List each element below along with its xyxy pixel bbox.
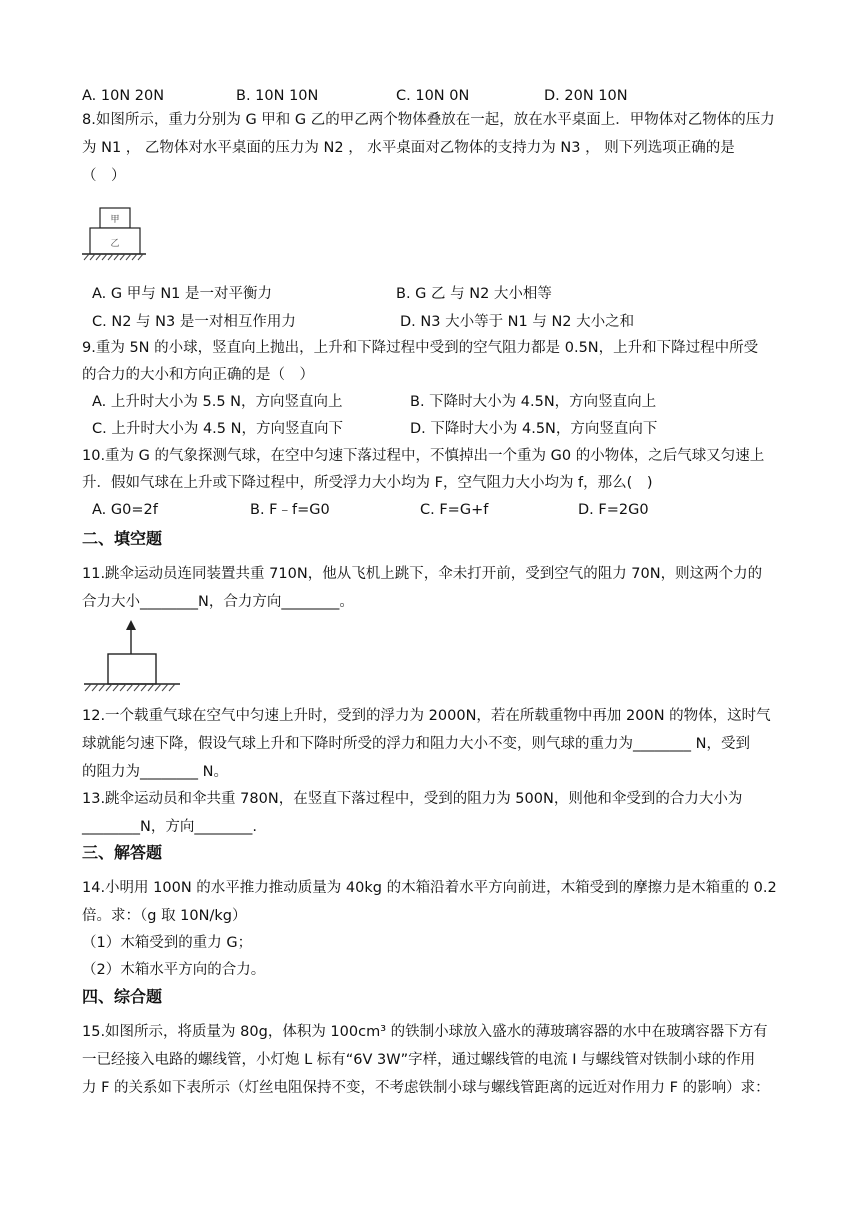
q15-text-line1: 15.如图所示，将质量为 80g，体积为 100cm³ 的铁制小球放入盛水的薄玻璃容器的水中在玻璃容器下方有 [82,1024,768,1040]
q10-option-a: A. G0=2f [92,502,158,518]
q10-option-b: B. F﹣f=G0 [250,502,330,518]
q7-option-a: A. 10N 20N [82,88,165,104]
q12-text-line3: 的阻力为________ N。 [82,764,228,780]
q14-text-line2: 倍。求：（g 取 10N/kg） [82,908,247,924]
q8-option-b: B. G 乙 与 N2 大小相等 [396,286,552,302]
q11-box-force-figure [82,618,192,698]
q8-option-c: C. N2 与 N3 是一对相互作用力 [92,314,296,330]
q8-text-line3: （ ） [82,168,126,184]
q9-option-d: D. 下降时大小为 4.5N，方向竖直向下 [410,421,658,437]
q15-text-line2: 一已经接入电路的螺线管，小灯炮 L 标有“6V 3W”字样，通过螺线管的电流 I 与螺线管对铁制小球的作用 [82,1052,756,1068]
q7-option-c: C. 10N 0N [396,88,470,104]
q12-text-line2: 球就能匀速下降，假设气球上升和下降时所受的浮力和阻力大小不变，则气球的重力为________ N，受到 [82,736,750,752]
q11-text-line2: 合力大小________N，合力方向________。 [82,594,354,610]
q14-text-line1: 14.小明用 100N 的水平推力推动质量为 40kg 的木箱沿着水平方向前进，木箱受到的摩擦力是木箱重的 0.2 [82,880,777,896]
q10-option-d: D. F=2G0 [578,502,649,518]
q8-option-d: D. N3 大小等于 N1 与 N2 大小之和 [400,314,635,330]
q9-option-c: C. 上升时大小为 4.5 N，方向竖直向下 [92,421,343,437]
q9-option-a: A. 上升时大小为 5.5 N，方向竖直向上 [92,394,343,410]
q8-figure-label-top: 甲 [110,215,120,225]
section-heading-solve: 三、解答题 [82,843,163,862]
q10-text-line1: 10.重为 G 的气象探测气球，在空中匀速下落过程中，不慎掉出一个重为 G0 的小物体，之后气球又匀速上 [82,448,765,464]
q8-text-line2: 为 N1 ， 乙物体对水平桌面的压力为 N2 ， 水平桌面对乙物体的支持力为 N3 ， 则下列选项正确的是 [82,140,735,156]
section-heading-comprehensive: 四、综合题 [82,987,163,1006]
q14-subquestion-2: （2）木箱水平方向的合力。 [82,962,266,978]
q14-subquestion-1: （1）木箱受到的重力 G； [82,935,253,951]
q13-text-line2: ________N，方向________. [82,819,257,835]
q7-option-b: B. 10N 10N [236,88,319,104]
q9-text-line1: 9.重为 5N 的小球，竖直向上抛出，上升和下降过程中受到的空气阻力都是 0.5N，上升和下降过程中所受 [82,340,759,356]
q15-text-line3: 力 F 的关系如下表所示（灯丝电阻保持不变，不考虑铁制小球与螺线管距离的远近对作用力 F 的影响）求： [82,1080,770,1096]
q11-text-line1: 11.跳伞运动员连同装置共重 710N，他从飞机上跳下，伞未打开前，受到空气的阻力 70N，则这两个力的 [82,566,763,582]
q10-option-c: C. F=G+f [420,502,489,518]
q13-text-line1: 13.跳伞运动员和伞共重 780N，在竖直下落过程中，受到的阻力为 500N，则他和伞受到的合力大小为 [82,791,743,807]
q8-stacked-blocks-figure [82,206,162,266]
q9-text-line2: 的合力的大小和方向正确的是（ ） [82,367,314,383]
q12-text-line1: 12.一个载重气球在空气中匀速上升时，受到的浮力为 2000N，若在所载重物中再加 200N 的物体，这时气 [82,708,771,724]
q8-option-a: A. G 甲与 N1 是一对平衡力 [92,286,273,302]
q7-option-d: D. 20N 10N [544,88,628,104]
q9-option-b: B. 下降时大小为 4.5N，方向竖直向上 [410,394,657,410]
q8-text-line1: 8.如图所示，重力分别为 G 甲和 G 乙的甲乙两个物体叠放在一起，放在水平桌面上．甲物体对乙物体的压力 [82,112,775,128]
q8-figure-label-bottom: 乙 [110,239,120,249]
section-heading-fill-in: 二、填空题 [82,529,163,548]
q10-text-line2: 升．假如气球在上升或下降过程中，所受浮力大小均为 F，空气阻力大小均为 f，那么( ) [82,475,653,491]
